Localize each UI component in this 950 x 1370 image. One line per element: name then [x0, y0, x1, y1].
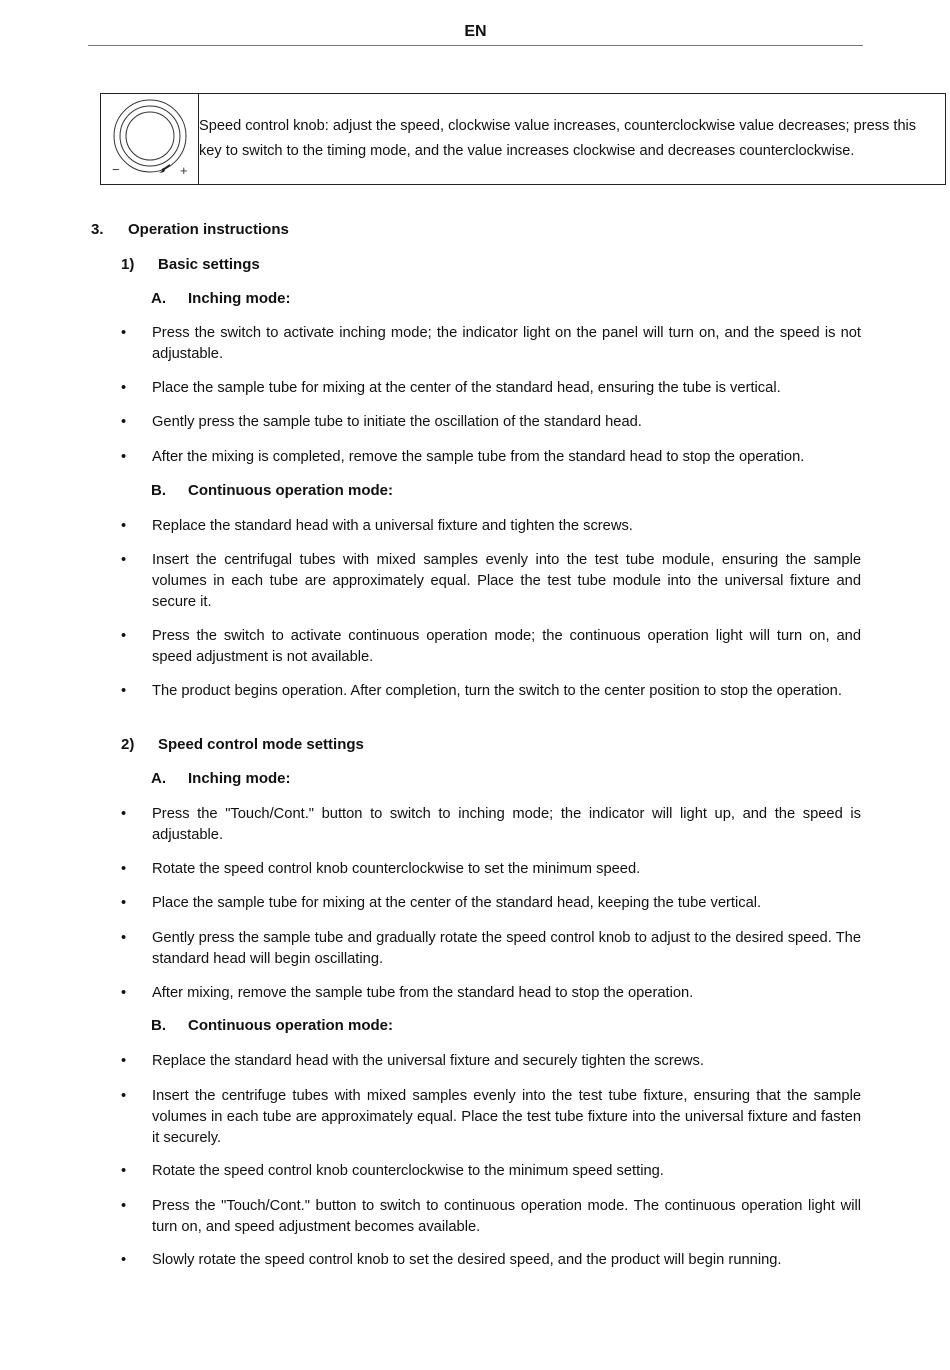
list-item — [121, 859, 861, 880]
bullet-icon: • — [121, 1198, 127, 1214]
list-item-text: Press the "Touch/Cont." button to switch to inching mode; the indicator will light up, and the speed is adjustable. — [152, 806, 861, 843]
list-item — [121, 1250, 861, 1271]
list-item-text: After mixing, remove the sample tube from the standard head to stop the operation. — [152, 985, 694, 1001]
list-item — [121, 1051, 861, 1072]
bullet-icon: • — [121, 1088, 127, 1104]
bullet-icon: • — [121, 325, 127, 341]
mode-letter: B. — [151, 1017, 166, 1034]
list-item — [121, 804, 861, 846]
list-item — [121, 1161, 861, 1182]
list-item-text: Insert the centrifuge tubes with mixed samples evenly into the test tube fixture, ensuring that the sample volumes in each tube are approximately equal. Place the test tube fixture into the universal fixture and fasten it securely. — [152, 1088, 861, 1146]
mode-heading — [151, 770, 291, 787]
bullet-icon: • — [121, 518, 127, 534]
list-item — [121, 893, 861, 914]
list-item-text: Place the sample tube for mixing at the center of the standard head, ensuring the tube is vertical. — [152, 380, 781, 396]
bullet-icon: • — [121, 985, 127, 1001]
list-item — [121, 378, 861, 399]
knob-minus-label: − — [112, 162, 120, 177]
bullet-icon: • — [121, 806, 127, 822]
mode-letter: B. — [151, 482, 166, 499]
list-item-text: After the mixing is completed, remove the sample tube from the standard head to stop the operation. — [152, 449, 805, 465]
list-item — [121, 928, 861, 970]
bullet-icon: • — [121, 628, 127, 644]
list-item-text: Insert the centrifugal tubes with mixed samples evenly into the test tube module, ensuring the sample volumes in each tube are approximately equal. Place the test tube module into the universal fixture and secure it. — [152, 552, 861, 610]
bullet-icon: • — [121, 552, 127, 568]
page-header-language: EN — [88, 22, 863, 46]
list-item — [121, 550, 861, 613]
subsection-number: 2) — [121, 736, 135, 753]
bullet-icon: • — [121, 380, 127, 396]
list-item — [121, 983, 861, 1004]
bullet-icon: • — [121, 895, 127, 911]
mode-title: Inching mode: — [188, 290, 291, 307]
list-item-text: Gently press the sample tube to initiate the oscillation of the standard head. — [152, 414, 642, 430]
bullet-icon: • — [121, 930, 127, 946]
knob-illustration-cell — [101, 94, 199, 184]
list-item — [121, 626, 861, 668]
section-title: Operation instructions — [128, 221, 289, 238]
knob-plus-label: + — [180, 163, 188, 178]
bullet-icon: • — [121, 683, 127, 699]
mode-heading — [151, 482, 393, 499]
section-heading — [91, 221, 289, 238]
mode-letter: A. — [151, 290, 166, 307]
list-item-text: Rotate the speed control knob counterclockwise to set the minimum speed. — [152, 861, 641, 877]
list-item-text: Place the sample tube for mixing at the center of the standard head, keeping the tube vertical. — [152, 895, 762, 911]
bullet-icon: • — [121, 414, 127, 430]
list-item-text: Press the switch to activate inching mode; the indicator light on the panel will turn on, and the speed is not adjustable. — [152, 325, 861, 362]
subsection-title: Basic settings — [158, 256, 260, 273]
mode-title: Inching mode: — [188, 770, 291, 787]
list-item-text: Press the "Touch/Cont." button to switch to continuous operation mode. The continuous operation light will turn on, and speed adjustment becomes available. — [152, 1198, 861, 1235]
list-item-text: The product begins operation. After completion, turn the switch to the center position to stop the operation. — [152, 683, 842, 699]
list-item-text: Replace the standard head with the universal fixture and securely tighten the screws. — [152, 1053, 704, 1069]
list-item — [121, 412, 861, 433]
bullet-icon: • — [121, 1053, 127, 1069]
list-item-text: Press the switch to activate continuous operation mode; the continuous operation light will turn on, and speed adjustment is not available. — [152, 628, 861, 665]
subsection-heading — [121, 736, 364, 753]
list-item-text: Replace the standard head with a universal fixture and tighten the screws. — [152, 518, 633, 534]
bullet-icon: • — [121, 1252, 127, 1268]
list-item — [121, 681, 861, 702]
section-number: 3. — [91, 221, 104, 238]
mode-heading — [151, 1017, 393, 1034]
speed-knob-icon — [110, 98, 190, 180]
knob-description-table — [100, 93, 946, 185]
subsection-title: Speed control mode settings — [158, 736, 364, 753]
bullet-icon: • — [121, 861, 127, 877]
bullet-icon: • — [121, 1163, 127, 1179]
list-item — [121, 447, 861, 468]
knob-description-text: Speed control knob: adjust the speed, clockwise value increases, counterclockwise value decreases; press this key to switch to the timing mode, and the value increases clockwise and decreases counterclockwise. — [199, 118, 917, 159]
list-item — [121, 516, 861, 537]
list-item — [121, 1196, 861, 1238]
subsection-heading — [121, 256, 260, 273]
mode-heading — [151, 290, 291, 307]
subsection-number: 1) — [121, 256, 135, 273]
list-item-text: Slowly rotate the speed control knob to set the desired speed, and the product will begin running. — [152, 1252, 782, 1268]
list-item — [121, 1086, 861, 1149]
bullet-icon: • — [121, 449, 127, 465]
list-item — [121, 323, 861, 365]
mode-title: Continuous operation mode: — [188, 482, 393, 499]
mode-letter: A. — [151, 770, 166, 787]
list-item-text: Gently press the sample tube and gradually rotate the speed control knob to adjust to the desired speed. The standard head will begin oscillating. — [152, 930, 861, 967]
mode-title: Continuous operation mode: — [188, 1017, 393, 1034]
list-item-text: Rotate the speed control knob counterclockwise to the minimum speed setting. — [152, 1163, 664, 1179]
